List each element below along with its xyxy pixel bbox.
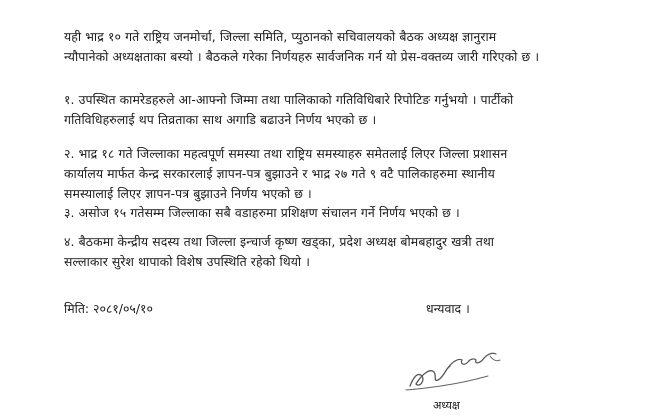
signer-name-partial [392, 414, 512, 420]
paragraph-line: यही भाद्र १० गते राष्ट्रिय जनमोर्चा, जिल्ला समिति, प्युठानको सचिवालयको बैठक अध्यक्ष ज्ञानुराम [64, 29, 497, 44]
paragraph-line: सल्लाकार सुरेश थापाको विशेष उपस्थिति रहेको थियो । [64, 254, 311, 269]
decision-4-paragraph [64, 232, 624, 272]
paragraph-line: ४. बैठकमा केन्द्रीय सदस्य तथा जिल्ला इन्चार्ज कृष्ण खड्का, प्रदेश अध्यक्ष बोमबहादुर खत्री तथा [64, 234, 495, 249]
thanks-text: धन्यवाद । [426, 301, 470, 316]
intro-paragraph [64, 27, 624, 67]
paragraph-line: समस्यालाई लिएर ज्ञापन-पत्र बुझाउने निर्णय भएको छ । [64, 186, 312, 201]
paragraph-line: ३. असोज १५ गतेसम्म जिल्लाका सबै वडाहरुमा प्रशिक्षण संचालन गर्ने निर्णय भएको छ । [64, 205, 460, 220]
paragraph-line: १. उपस्थित कामरेडहरुले आ-आफ्नो जिम्मा तथा पालिकाको गतिविधिबारे रिपोटिङ गर्नुभयो । पार्टीको [64, 92, 514, 107]
document-date: मिति: २०८१/०५/१० [64, 301, 153, 316]
decision-1-paragraph [64, 90, 624, 130]
paragraph-line: गतिविधिहरुलाई थप तिव्रताका साथ अगाडि बढाउने निर्णय भएको छ । [64, 112, 377, 127]
decision-3-paragraph [64, 203, 624, 223]
signer-title: अध्यक्ष [433, 399, 460, 412]
paragraph-line: कार्यालय मार्फत केन्द्र सरकारलाई ज्ञापन-पत्र बुझाउने र भाद्र २७ गते ९ वटै पालिकाहरुमा स्थानीय [64, 166, 495, 181]
paragraph-line: २. भाद्र १८ गते जिल्लाका महत्वपूर्ण समस्या तथा राष्ट्रिय समस्याहरु समेतलाई लिएर जिल्ला प्रशासन [64, 146, 508, 161]
paragraph-line: न्यौपानेको अध्यक्षताका बस्यो । बैठकले गरेका निर्णयहरु सार्वजनिक गर्न यो प्रेस-वक्तव्य जारी गरिएको छ । [64, 49, 540, 64]
decision-2-paragraph [64, 144, 624, 204]
handwritten-signature [400, 346, 510, 394]
